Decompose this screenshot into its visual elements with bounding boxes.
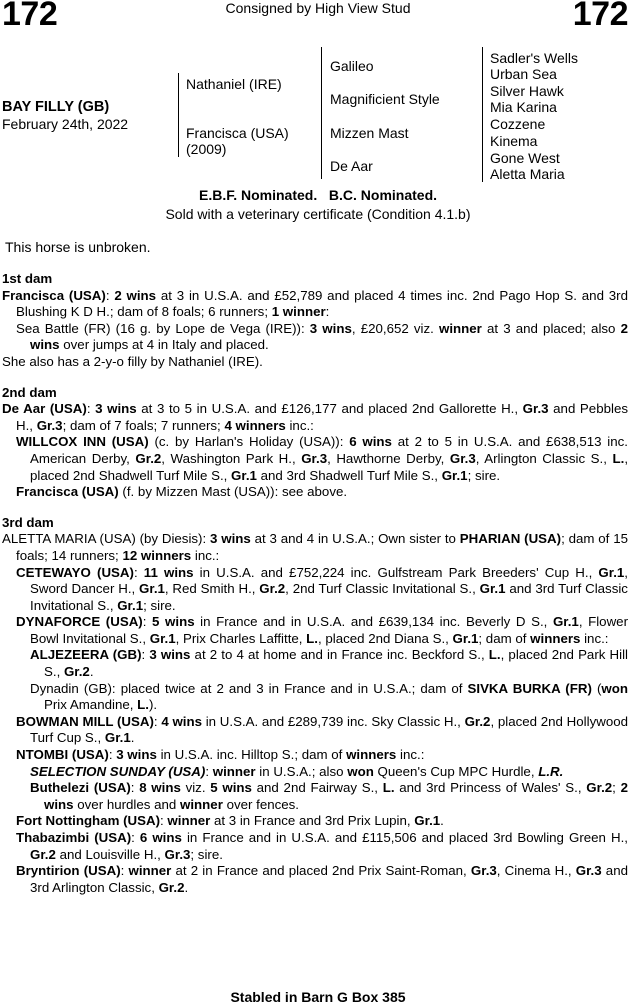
third-dam-buthelezi: Buthelezi (USA): 8 wins viz. 5 wins and 2nd Fairway S., L. and 3rd Princess of Wales' S., Gr.2; 2 wins over hurdles and winner over fences. [30,780,628,812]
dam-name: Francisca (USA) [186,125,289,141]
first-dam-francisca: Francisca (USA): 2 wins at 3 in U.S.A. and £52,789 and placed 4 times inc. 2nd Pago Hop S. and 3rd Blushing K D H.; dam of 8 foals; 6 runners; 1 winner: [2,287,628,320]
second-dam-heading: 2nd dam [2,384,57,400]
pedigree-line-2 [321,47,322,179]
catalogue-body [2,271,628,896]
pedigree-gen3-3: Mia Karina [490,99,557,115]
consignor: Consigned by High View Stud [225,0,411,16]
third-dam-fort-nottingham: Fort Nottingham (USA): winner at 3 in France and 3rd Prix Lupin, Gr.1. [16,813,444,829]
pedigree-gen2-1: Magnificient Style [330,91,440,107]
first-dam-heading: 1st dam [2,271,53,286]
third-dam-bowman-mill: BOWMAN MILL (USA): 4 wins in U.S.A. and £289,739 inc. Sky Classic H., Gr.2, placed 2nd Hollywood Turf Cup S., Gr.1. [16,713,629,746]
unbroken-note: This horse is unbroken. [5,239,151,255]
foaling-date: February 24th, 2022 [2,116,129,132]
stabling-note: Stabled in Barn G Box 385 [230,989,406,1005]
dam-year: (2009) [186,141,227,157]
second-dam-willcox-inn: WILLCOX INN (USA) (c. by Harlan's Holiday (USA)): 6 wins at 2 to 5 in U.S.A. and £638,513 inc. American Derby, Gr.2, Washington Park H., Gr.3, Hawthorne Derby, Gr.3, Arlington Classic S., L., placed 2nd Shadwell Turf Mile S., Gr.1 and 3rd Shadwell Turf Mile S., Gr.1; sire. [16,434,629,483]
pedigree-gen3-5: Kinema [490,133,538,149]
pedigree-gen3-7: Aletta Maria [490,166,565,182]
third-dam-dynadin: Dynadin (GB): placed twice at 2 and 3 in France and in U.S.A.; dam of SIVKA BURKA (FR) (won Prix Amandine, L.). [30,680,628,713]
third-dam-cetewayo: CETEWAYO (USA): 11 wins in U.S.A. and £752,224 inc. Gulfstream Park Breeders' Cup H., Gr.1, Sword Dancer H., Gr.1, Red Smith H., Gr.2, 2nd Turf Classic Invitational S., Gr.1 and 3rd Turf Classic Invitational S., Gr.1; sire. [16,564,628,613]
lot-number-left: 172 [2,0,58,33]
third-dam-selection-sunday: SELECTION SUNDAY (USA): winner in U.S.A.; also won Queen's Cup MPC Hurdle, L.R. [30,763,564,779]
pedigree-gen3-0: Sadler's Wells [490,50,578,66]
second-dam-francisca: Francisca (USA) (f. by Mizzen Mast (USA)): see above. [16,484,348,500]
third-dam-aljezeera: ALJEZEERA (GB): 3 wins at 2 to 4 at home and in France inc. Beckford S., L., placed 2nd Park Hill S., Gr.2. [30,647,628,680]
horse-name: BAY FILLY (GB) [2,99,110,115]
pedigree-gen2-2: Mizzen Mast [330,125,409,141]
third-dam-ntombi: NTOMBI (USA): 3 wins in U.S.A. inc. Hilltop S.; dam of winners inc.: [16,747,425,763]
vet-certificate-note: Sold with a veterinary certificate (Condition 4.1.b) [165,206,471,222]
pedigree-gen3-2: Silver Hawk [490,83,564,99]
pedigree-line-3 [482,47,483,182]
third-dam-dynaforce: DYNAFORCE (USA): 5 wins in France and in U.S.A. and £639,134 inc. Beverly D S., Gr.1, Flower Bowl Invitational S., Gr.1, Prix Charles Laffitte, L., placed 2nd Diana S., Gr.1; dam of winners inc.: [16,614,628,646]
pedigree-gen3-4: Cozzene [490,116,546,132]
nominations: E.B.F. Nominated. B.C. Nominated. [198,187,438,203]
pedigree-line-1 [178,73,179,157]
third-dam-thabazimbi: Thabazimbi (USA): 6 wins in France and in U.S.A. and £115,506 and placed 3rd Bowling Green H., Gr.2 and Louisville H., Gr.3; sire. [16,830,628,862]
lot-number-right: 172 [572,0,628,33]
pedigree-gen2-3: De Aar [330,158,373,174]
third-dam-aletta-maria: ALETTA MARIA (USA) (by Diesis): 3 wins at 3 and 4 in U.S.A.; Own sister to PHARIAN (USA); dam of 15 foals; 14 runners; 12 winners inc.: [2,531,628,563]
pedigree-gen3-6: Gone West [490,150,560,166]
pedigree-gen3-1: Urban Sea [490,66,557,82]
first-dam-filly-note: She also has a 2-y-o filly by Nathaniel (IRE). [2,353,263,369]
sire-name: Nathaniel (IRE) [186,76,282,92]
pedigree-gen2-0: Galileo [330,58,374,74]
third-dam-heading: 3rd dam [2,514,54,530]
first-dam-sea-battle: Sea Battle (FR) (16 g. by Lope de Vega (IRE)): 3 wins, £20,652 viz. winner at 3 and placed; also 2 wins over jumps at 4 in Italy and placed. [16,320,628,353]
second-dam-de-aar: De Aar (USA): 3 wins at 3 to 5 in U.S.A. and £126,177 and placed 2nd Gallorette H., Gr.3 and Pebbles H., Gr.3; dam of 7 foals; 7 runners; 4 winners inc.: [2,401,628,433]
third-dam-bryntirion: Bryntirion (USA): winner at 2 in France and placed 2nd Prix Saint-Roman, Gr.3, Cinema H., Gr.3 and 3rd Arlington Classic, Gr.2. [16,863,628,895]
